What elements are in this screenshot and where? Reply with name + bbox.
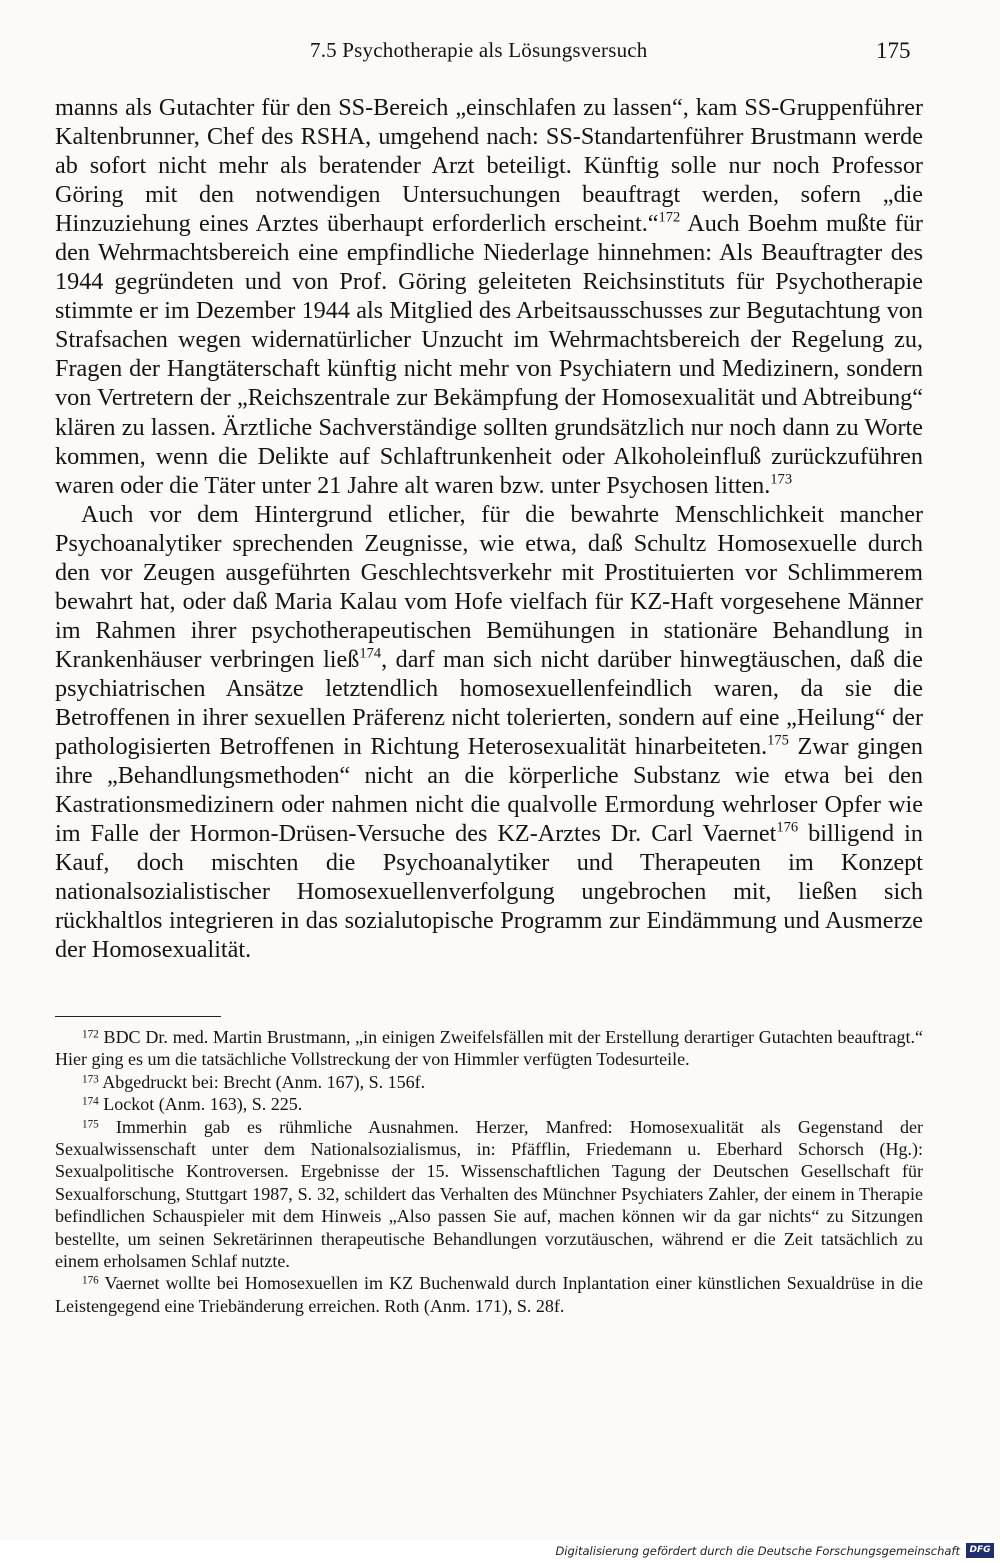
footnote-173 (55, 1071, 923, 1093)
footnote-text: Vaernet wollte bei Homosexuellen im KZ Buchenwald durch Inplantation einer künstlichen Sexualdrüse in die Leistengegend eine Triebänderung erreichen. Roth (Anm. 171), S. 28f. (55, 1273, 923, 1316)
paragraph-2-part-c: Zwar gingen ihre „Behandlungsmethoden“ nicht an die körperliche Substanz wie etwa bei den Kastrationsmedizinern oder nahmen nicht die qualvolle Ermordung wehrloser Opfer wie im Falle der Hormon-Drüsen-Versuche des KZ-Arztes Dr. Carl Vaernet (55, 733, 923, 848)
page-header (0, 38, 1000, 78)
footnote-175 (55, 1116, 923, 1273)
footnote-ref-175: 175 (767, 732, 789, 749)
paragraph-1 (55, 93, 923, 500)
paragraph-2-part-d: billigend in Kauf, doch mischten die Psychoanalytiker und Therapeuten im Konzept nationalsozialistischer Homosexuellenverfolgung ungebrochen mit, ließen sich rückhaltlos integrieren in das sozialutopische Programm zur Eindämmung und Ausmerze der Homosexualität. (55, 820, 923, 964)
dfg-logo: DFG (966, 1543, 994, 1558)
footnote-ref-172: 172 (658, 209, 681, 226)
page-number: 175 (876, 38, 911, 63)
footnote-number: 173 (82, 1073, 99, 1086)
footnote-text: Immerhin gab es rühmliche Ausnahmen. Herzer, Manfred: Homosexualität als Gegenstand der Sexualwissenschaft unter dem Nationalsozialismus, in: Pfäfflin, Friedemann u. Eberhard Schorsch (Hg.): Sexualpolitische Kontroversen. Ergebnisse der 15. Wissenschaftlichen Tagung der Deutschen Gesellschaft für Sexualforschung, Stuttgart 1987, S. 32, schildert das Verhalten des Münchner Psychiaters Zahler, der einem in Therapie befindlichen Schauspieler mit dem Hinweis „Also passen Sie auf, machen können wir da gar nichts“ zu Sitzungen bestellte, um seinen Sekretärinnen therapeutische Behandlungen vorzutäuschen, während er die Zeit tatsächlich zu einem erholsamen Schlaf nutzte. (55, 1116, 923, 1272)
paragraph-2-part-a: Auch vor dem Hintergrund etlicher, für die bewahrte Menschlichkeit mancher Psychoanalytiker sprechenden Zeugnisse, wie etwa, daß Schultz Homosexuelle durch den vor Zeugen ausgeführten Geschlechtsverkehr mit Prostituierten vor Schlimmerem bewahrt hat, oder daß Maria Kalau vom Hofe vielfach für KZ-Haft vorgesehene Männer im Rahmen ihrer psychotherapeutischen Bemühungen in stationäre Behandlung in Krankenhäuser verbringen ließ (55, 500, 923, 673)
dfg-credit: Digitalisierung gefördert durch die Deutsche Forschungsgemeinschaft (555, 1544, 960, 1558)
footnote-text: Abgedruckt bei: Brecht (Anm. 167), S. 156f. (98, 1071, 426, 1092)
footnote-number: 175 (82, 1118, 99, 1131)
footnote-number: 176 (82, 1274, 99, 1287)
running-title: 7.5 Psychotherapie als Lösungsversuch (310, 38, 648, 62)
paragraph-1-part-a: manns als Gutachter für den SS-Bereich „einschlafen zu lassen“, kam SS-Gruppenführer Kaltenbrunner, Chef des RSHA, umgehend nach: SS-Standartenführer Brustmann werde ab sofort nicht mehr als beratender Arzt beteiligt. Künftig solle nur noch Professor Göring mit den notwendigen Untersuchungen beauftragt werden, sofern „die Hinzuziehung eines Arztes überhaupt erforderlich erscheint.“ (55, 94, 923, 238)
paragraph-2 (55, 500, 923, 965)
footnote-text: Lockot (Anm. 163), S. 225. (98, 1094, 303, 1115)
footnotes (55, 1016, 923, 1317)
footnote-number: 172 (82, 1028, 99, 1041)
paragraph-2-part-b: , darf man sich nicht darüber hinwegtäuschen, daß die psychiatrischen Ansätze letztendlich homosexuellenfeindlich waren, da sie die Betroffenen in ihrer sexuellen Präferenz nicht tolerierten, sondern auf eine „Heilung“ der pathologisierten Betroffenen in Richtung Heterosexualität hinarbeiteten. (55, 645, 923, 761)
paragraph-1-part-b: Auch Boehm mußte für den Wehrmachtsbereich eine empfindliche Niederlage hinnehmen: Als Beauftragter des 1944 gegründeten und von Prof. Göring geleiteten Reichsinstituts für Psychotherapie stimmte er im Dezember 1944 als Mitglied des Arbeitsausschusses zur Begutachtung von Strafsachen wegen widernatürlicher Unzucht im Wehrmachtsbereich der Regelung zu, Fragen der Hangtäterschaft künftig nicht mehr von Psychiatern und Medizinern, sondern von Vertretern der „Reichszentrale zur Bekämpfung der Homosexualität und Abtreibung“ klären zu lassen. Ärztliche Sachverständige sollten grundsätzlich nur noch dann zu Worte kommen, wenn die Delikte auf Schlaftrunkenheit oder Alkoholeinfluß zurückzuführen waren oder die Täter unter 21 Jahre alt waren bzw. unter Psychosen litten. (55, 210, 923, 499)
footnote-ref-176: 176 (776, 819, 799, 836)
footnote-172 (55, 1026, 923, 1071)
footnote-text: BDC Dr. med. Martin Brustmann, „in einigen Zweifelsfällen mit der Erstellung derartiger Gutachten beauftragt.“ Hier ging es um die tatsächliche Vollstreckung der von Himmler verfügten Todesurteile. (55, 1027, 923, 1070)
footnote-ref-173: 173 (770, 471, 793, 488)
footnote-divider (55, 1016, 221, 1017)
footnote-ref-174: 174 (359, 645, 382, 662)
footnote-174 (55, 1093, 923, 1115)
footnote-176 (55, 1272, 923, 1317)
main-text (55, 93, 923, 964)
footnote-number: 174 (82, 1095, 99, 1108)
digitization-footer (0, 1540, 1000, 1563)
